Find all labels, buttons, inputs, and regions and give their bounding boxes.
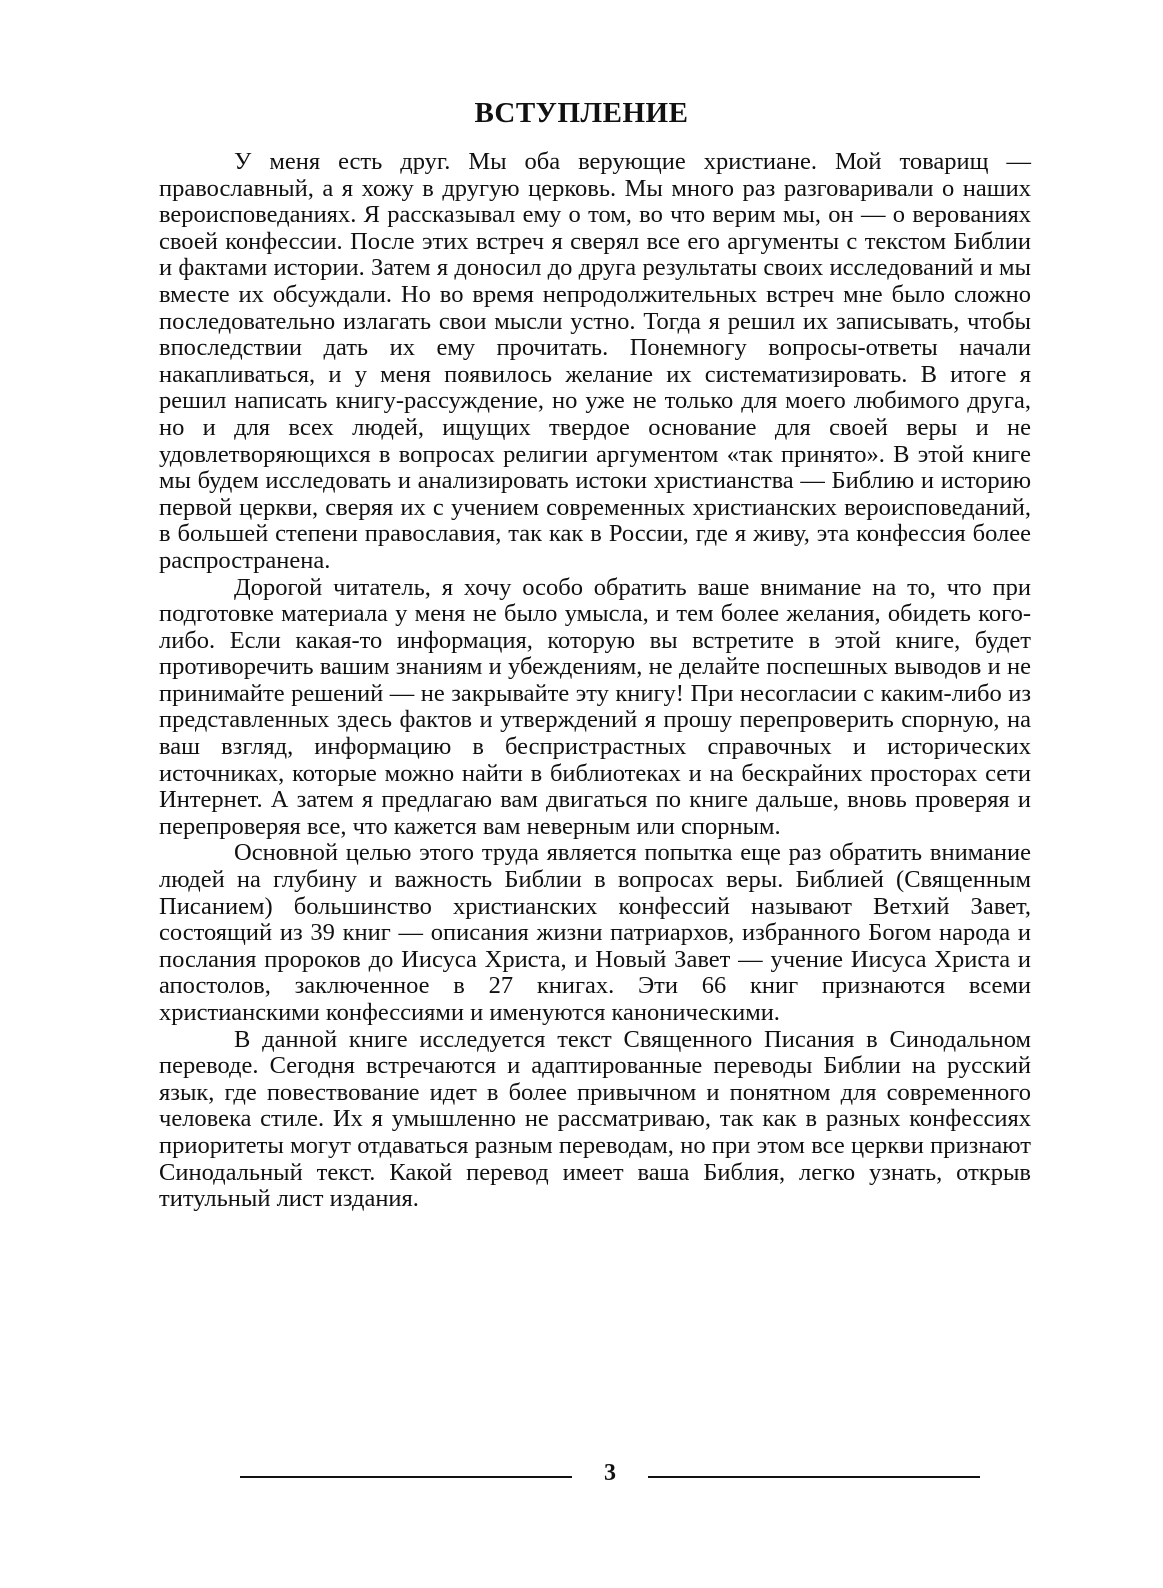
chapter-body bbox=[159, 149, 1031, 1213]
page-footer bbox=[240, 1456, 980, 1492]
paragraph-3: Основной целью этого труда является попытка еще раз обратить внимание людей на глубину и важность Библии в вопросах веры. Библией (Священным Писанием) большинство христианских конфессий называют Ветхий Завет, состоящий из 39 книг — описания жизни патриархов, избранного Богом народа и послания пророков до Иисуса Христа, и Новый Завет — учение Иисуса Христа и апостолов, заключенное в 27 книгах. Эти 66 книг признаются всеми христианскими конфессиями и именуются каноническими. bbox=[159, 839, 1031, 1026]
paragraph-2: Дорогой читатель, я хочу особо обратить ваше внимание на то, что при подготовке материала у меня не было умысла, и тем более желания, обидеть кого-либо. Если какая-то информация, которую вы встретите в этой книге, будет противоречить вашим знаниям и убеждениям, не делайте поспешных выводов и не принимайте решений — не закрывайте эту книгу! При несогласии с каким-либо из представленных здесь фактов и утверждений я прошу перепроверить спорную, на ваш взгляд, информацию в беспристрастных справочных и исторических источниках, которые можно найти в библиотеках и на бескрайних просторах сети Интернет. А затем я предлагаю вам двигаться по книге дальше, вновь проверяя и перепроверяя все, что кажется вам неверным или спорным. bbox=[159, 573, 1031, 840]
paragraph-1: У меня есть друг. Мы оба верующие христиане. Мой товарищ — православный, а я хожу в другую церковь. Мы много раз разговаривали о наших вероисповеданиях. Я рассказывал ему о том, во что верим мы, он — о верованиях своей конфессии. После этих встреч я сверял все его аргументы с текстом Библии и фактами истории. Затем я доносил до друга результаты своих исследований и мы вместе их обсуждали. Но во время непродолжительных встреч мне было сложно последовательно излагать свои мысли устно. Тогда я решил их записывать, чтобы впоследствии дать их ему прочитать. Понемногу вопросы-ответы начали накапливаться, и у меня появилось желание их систематизировать. В итоге я решил написать книгу-рассуждение, но уже не только для моего любимого друга, но и для всех людей, ищущих твердое основание для своей веры и не удовлетворяющихся в вопросах религии аргументом «так принято». В этой книге мы будем исследовать и анализировать истоки христианства — Библию и историю первой церкви, сверяя их с учением современных христианских вероисповеданий, в большей степени православия, так как в России, где я живу, эта конфессия более распространена. bbox=[159, 148, 1031, 574]
page-number: 3 bbox=[604, 1460, 616, 1486]
footer-rule-left bbox=[240, 1476, 572, 1478]
footer-rule-right bbox=[648, 1476, 980, 1478]
paragraph-4: В данной книге исследуется текст Священного Писания в Синодальном переводе. Сегодня встречаются и адаптированные переводы Библии на русский язык, где повествование идет в более привычном и понятном для современного человека стиле. Их я умышленно не рассматриваю, так как в разных конфессиях приоритеты могут отдаваться разным переводам, но при этом все церкви признают Синодальный текст. Какой перевод имеет ваша Библия, легко узнать, открыв титульный лист издания. bbox=[159, 1025, 1031, 1213]
chapter-title: ВСТУПЛЕНИЕ bbox=[474, 97, 689, 129]
